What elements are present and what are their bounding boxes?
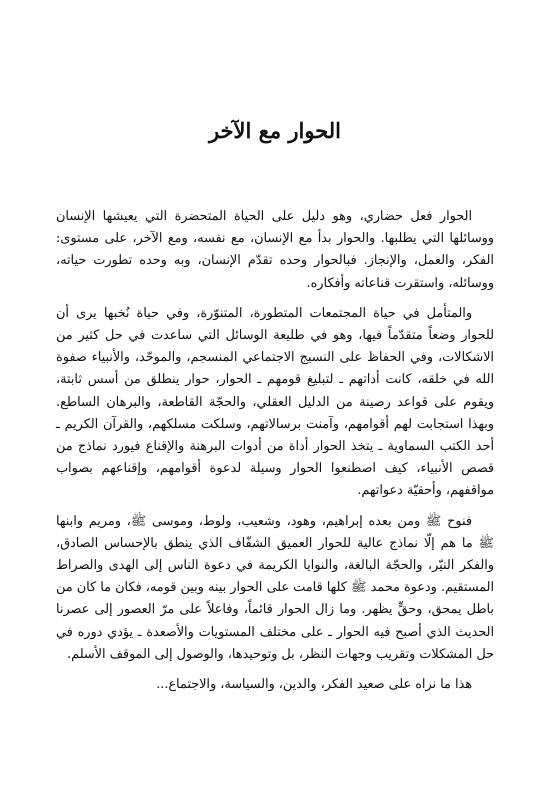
chapter-body — [56, 206, 494, 704]
paragraph: فنوح ﷺ ومن بعده إبراهيم، وهود، وشعيب، ولوط، وموسى ﷺ، ومريم وابنها ﷺ ما هم إلّا نماذج عالية للحوار العميق الشفّاف الذي ينطق بالإحساس الصادق، والفكر النيّر، والحجّة البالغة، والنوايا الكريمة في دعوة الناس إلى الهدى والصراط المستقيم. ودعوة محمد ﷺ كلها قامت على الحوار بينه وبين قومه، فكان ما كان من باطل يمحق، وحقٍّ يظهر. وما زال الحوار قائماً، وفاعلاً على مرّ العصور إلى عصرنا الحديث الذي أصبح فيه الحوار ـ على مختلف المستويات والأصعدة ـ يؤدي دوره في حل المشكلات وتقريب وجهات النظر، بل وتوحيدها، والوصول إلى الموقف الأسلم. — [56, 513, 494, 662]
chapter-title: الحوار مع الآخر — [208, 118, 342, 143]
closing-line: هذا ما نراه على صعيد الفكر، والدين، والسياسة، والاجتماع... — [156, 677, 472, 693]
paragraph: والمتأمل في حياة المجتمعات المتطورة، المتنوّرة، وفي حياة نُخبها يرى أن للحوار وضعاً متقدّماً فيها، وهو في طليعة الوسائل التي ساعدت في حل كثير من الاشكالات، وفي الحفاظ على النسيج الاجتماعي المنسجم، والموحّد، والأنبياء صفوة الله في خلقه، كانت أداتهم ـ لتبليغ قومهم ـ الحوار، حوار ينطلق من أسس ثابتة، ويقوم على قواعد رصينة من الدليل العقلي، والحجّة القاطعة، والبرهان الساطع. وبهذا استجابت لهم أقوامهم، وآمنت برسالاتهم، وسلكت مسلكهم، والقرآن الكريم ـ أحد الكتب السماوية ـ يتخذ الحوار أداة من أدوات البرهنة والإقناع فيورد نماذج من قصص الأنبياء، كيف اصطنعوا الحوار وسيلة لدعوة أقوامهم، وإقناعهم بصواب مواقفهم، وأحقيّة دعواتهم. — [56, 305, 494, 499]
paragraph: الحوار فعل حضاري، وهو دليل على الحياة المتحضرة التي يعيشها الإنسان ووسائلها التي يطلبها. والحوار بدأ مع الإنسان، مع نفسه، ومع الآخر، على مستوى: الفكر، والعمل، والإنجاز. فبالحوار وحده تقدّم الإنسان، وبه وحده تطورت حياته، ووسائله، واستقرت قناعاته وأفكاره. — [56, 209, 494, 291]
